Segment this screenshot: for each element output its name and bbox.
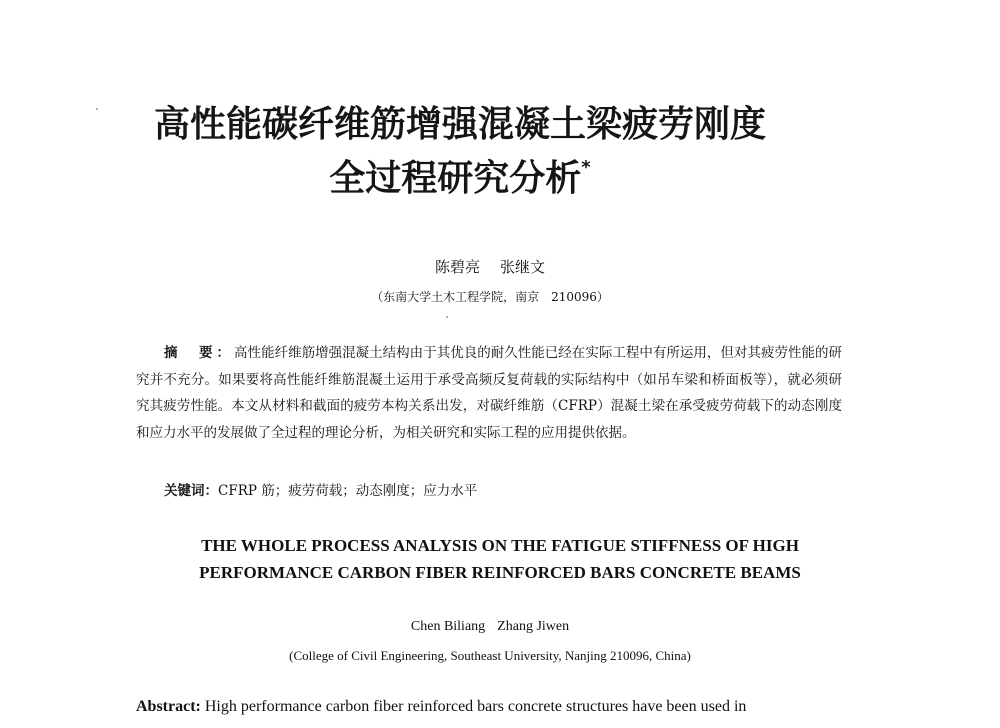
chinese-abstract-label: 摘 要： bbox=[164, 345, 235, 361]
english-title-line-2: PERFORMANCE CARBON FIBER REINFORCED BARS CONCRETE BEAMS bbox=[199, 563, 801, 582]
author-cn-2: 张继文 bbox=[500, 258, 546, 276]
chinese-affiliation: （东南大学土木工程学院，南京 210096） bbox=[371, 290, 609, 304]
english-abstract bbox=[136, 698, 848, 716]
chinese-title-line-2: 全过程研究分析* bbox=[329, 157, 591, 199]
english-affiliation: (College of Civil Engineering, Southeast University, Nanjing 210096, China) bbox=[289, 648, 691, 663]
chinese-authors bbox=[0, 256, 980, 277]
author-en-1: Chen Biliang bbox=[410, 619, 486, 634]
english-abstract-label: Abstract: bbox=[136, 698, 201, 715]
chinese-keywords-text: CFRP 筋；疲劳荷载；动态刚度；应力水平 bbox=[218, 483, 478, 499]
chinese-title-line-1: 高性能碳纤维筋增强混凝土梁疲劳刚度 bbox=[153, 104, 766, 145]
english-title-line-1: THE WHOLE PROCESS ANALYSIS ON THE FATIGUE STIFFNESS OF HIGH bbox=[201, 536, 799, 555]
english-abstract-text: High performance carbon fiber reinforced bars concrete structures have been used in bbox=[200, 698, 747, 715]
scan-speck bbox=[446, 316, 448, 318]
chinese-keywords bbox=[164, 479, 477, 499]
chinese-keywords-label: 关键词： bbox=[164, 483, 218, 499]
footnote-mark: * bbox=[581, 157, 591, 178]
chinese-abstract-text: 高性能纤维筋增强混凝土结构由于其优良的耐久性能已经在实际工程中有所运用，但对其疲劳性能的研究并不充分。如果要将高性能纤维筋混凝土运用于承受高频反复荷载的实际结构中（如吊车梁和桥面板等），就必须研究其疲劳性能。本文从材料和截面的疲劳本构关系出发，对碳纤维筋（CFRP）混凝土梁在承受疲劳荷载下的动态刚度和应力水平的发展做了全过程的理论分析，为相关研究和实际工程的应用提供依据。 bbox=[136, 345, 843, 441]
author-en-2: Zhang Jiwen bbox=[497, 619, 570, 634]
chinese-abstract bbox=[136, 340, 842, 446]
author-cn-1: 陈碧亮 bbox=[434, 258, 480, 276]
english-authors bbox=[0, 619, 980, 635]
